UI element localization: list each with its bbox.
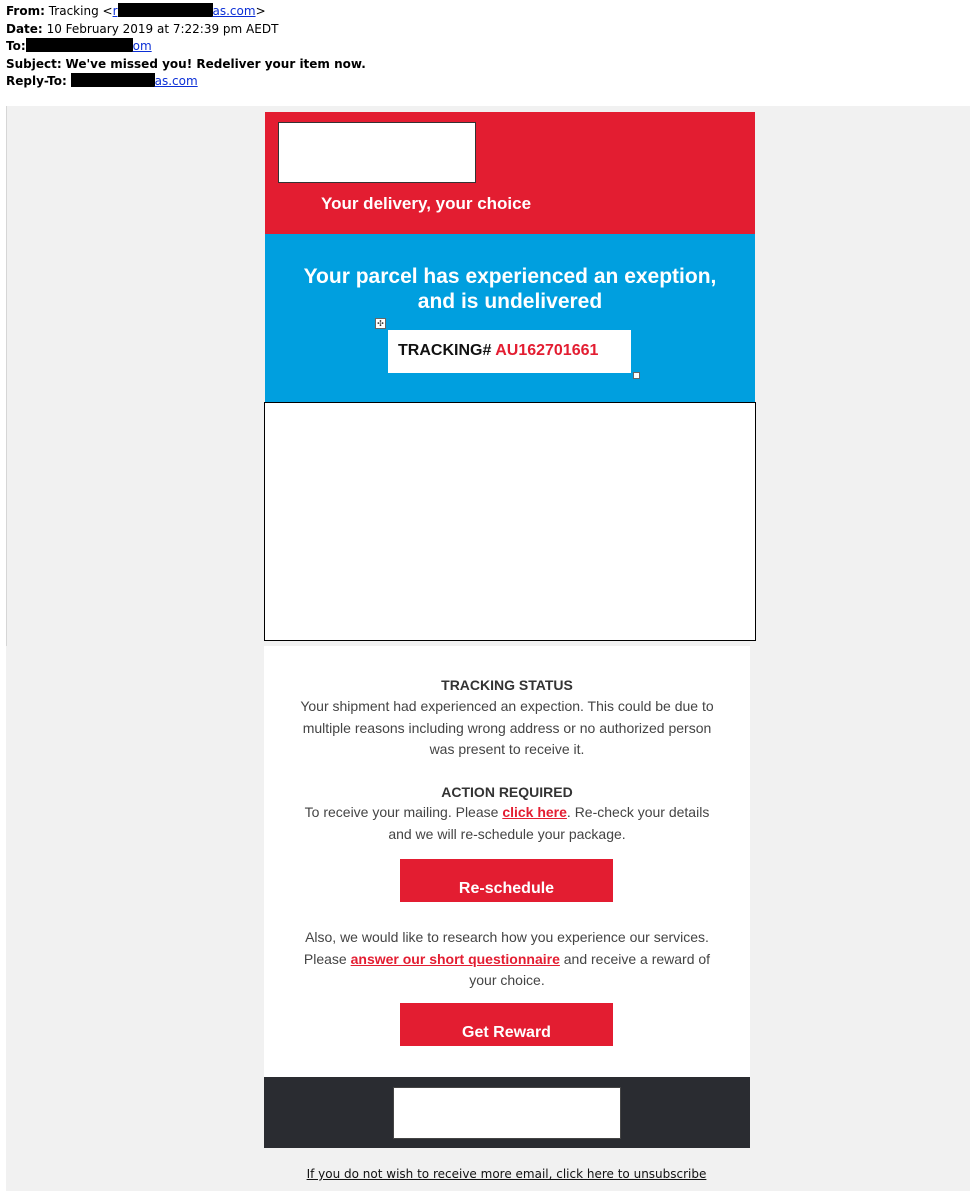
questionnaire-link[interactable]: answer our short questionnaire bbox=[350, 950, 560, 967]
redaction-bar bbox=[118, 3, 213, 17]
action-line-2: and we will re-schedule your package. bbox=[388, 825, 626, 842]
email-footer bbox=[264, 1077, 750, 1148]
status-line-3: was present to receive it. bbox=[429, 741, 585, 757]
tracking-label: TRACKING# bbox=[398, 342, 492, 359]
tracking-status-title: TRACKING STATUS bbox=[441, 677, 573, 693]
brand-banner bbox=[265, 112, 755, 234]
to-label: To: bbox=[6, 39, 26, 54]
unsubscribe-link[interactable]: If you do not wish to receive more email, click here to unsubscribe bbox=[306, 1167, 707, 1181]
logo-image-placeholder bbox=[278, 122, 476, 183]
replyto-row bbox=[6, 73, 366, 91]
reward-text-before: Please bbox=[303, 950, 351, 967]
replyto-email-link[interactable] bbox=[71, 74, 198, 88]
to-email-end: om bbox=[132, 39, 152, 54]
tracking-status-text bbox=[264, 696, 750, 761]
reward-line-2 bbox=[264, 949, 750, 971]
tracking-text bbox=[398, 342, 598, 360]
notice-headline bbox=[265, 264, 755, 314]
action-text-before: To receive your mailing. Please bbox=[304, 804, 503, 820]
action-required-text bbox=[264, 802, 750, 845]
footer-logo-placeholder bbox=[393, 1087, 621, 1139]
redaction-bar bbox=[26, 38, 133, 52]
divider bbox=[6, 106, 7, 646]
redaction-bar bbox=[71, 73, 155, 87]
subject-row bbox=[6, 56, 366, 74]
headline-line-2: and is undelivered bbox=[417, 290, 603, 313]
from-label: From: bbox=[6, 4, 45, 18]
replyto-label: Reply-To: bbox=[6, 74, 67, 89]
from-close: > bbox=[255, 4, 266, 18]
from-row bbox=[6, 3, 366, 21]
status-line-1: Your shipment had experienced an expection. This could be due to bbox=[300, 698, 714, 714]
tracking-number: AU162701661 bbox=[495, 342, 599, 359]
reschedule-button[interactable]: Re-schedule bbox=[400, 859, 613, 902]
from-email-start: r bbox=[112, 4, 118, 18]
from-name: Tracking < bbox=[48, 4, 113, 18]
subject-value: We've missed you! Redeliver your item now. bbox=[65, 56, 366, 71]
notice-banner bbox=[265, 234, 755, 402]
from-email-link[interactable] bbox=[113, 4, 256, 18]
hero-image-placeholder bbox=[264, 402, 756, 641]
replyto-email-end: as.com bbox=[154, 74, 198, 89]
tracking-box bbox=[388, 330, 631, 373]
table-move-handle-icon[interactable]: ✣ bbox=[375, 318, 386, 329]
to-row bbox=[6, 38, 366, 56]
date-value: 10 February 2019 at 7:22:39 pm AEDT bbox=[46, 21, 279, 36]
click-here-link[interactable]: click here bbox=[502, 804, 567, 820]
reward-line-3: your choice. bbox=[469, 972, 545, 988]
action-required-title: ACTION REQUIRED bbox=[441, 784, 573, 800]
reward-text bbox=[264, 927, 750, 992]
headline-line-1: Your parcel has experienced an exeption, bbox=[303, 265, 717, 288]
email-header bbox=[6, 3, 366, 91]
date-label: Date: bbox=[6, 21, 43, 36]
get-reward-button[interactable]: Get Reward bbox=[400, 1003, 613, 1046]
from-email-end: as.com bbox=[212, 4, 256, 18]
subject-label: Subject: bbox=[6, 56, 62, 71]
status-line-2: multiple reasons including wrong address or no authorized person bbox=[302, 719, 712, 736]
reward-text-after: and receive a reward of bbox=[559, 950, 711, 967]
email-content bbox=[264, 646, 750, 1077]
reward-line-1: Also, we would like to research how you experience our services. bbox=[305, 929, 709, 945]
action-text-after: . Re-check your details bbox=[566, 804, 710, 820]
table-resize-handle-icon[interactable] bbox=[633, 372, 640, 379]
action-line-1 bbox=[264, 802, 750, 824]
to-email-link[interactable] bbox=[26, 39, 152, 53]
tagline: Your delivery, your choice bbox=[321, 194, 532, 213]
date-row bbox=[6, 21, 366, 39]
